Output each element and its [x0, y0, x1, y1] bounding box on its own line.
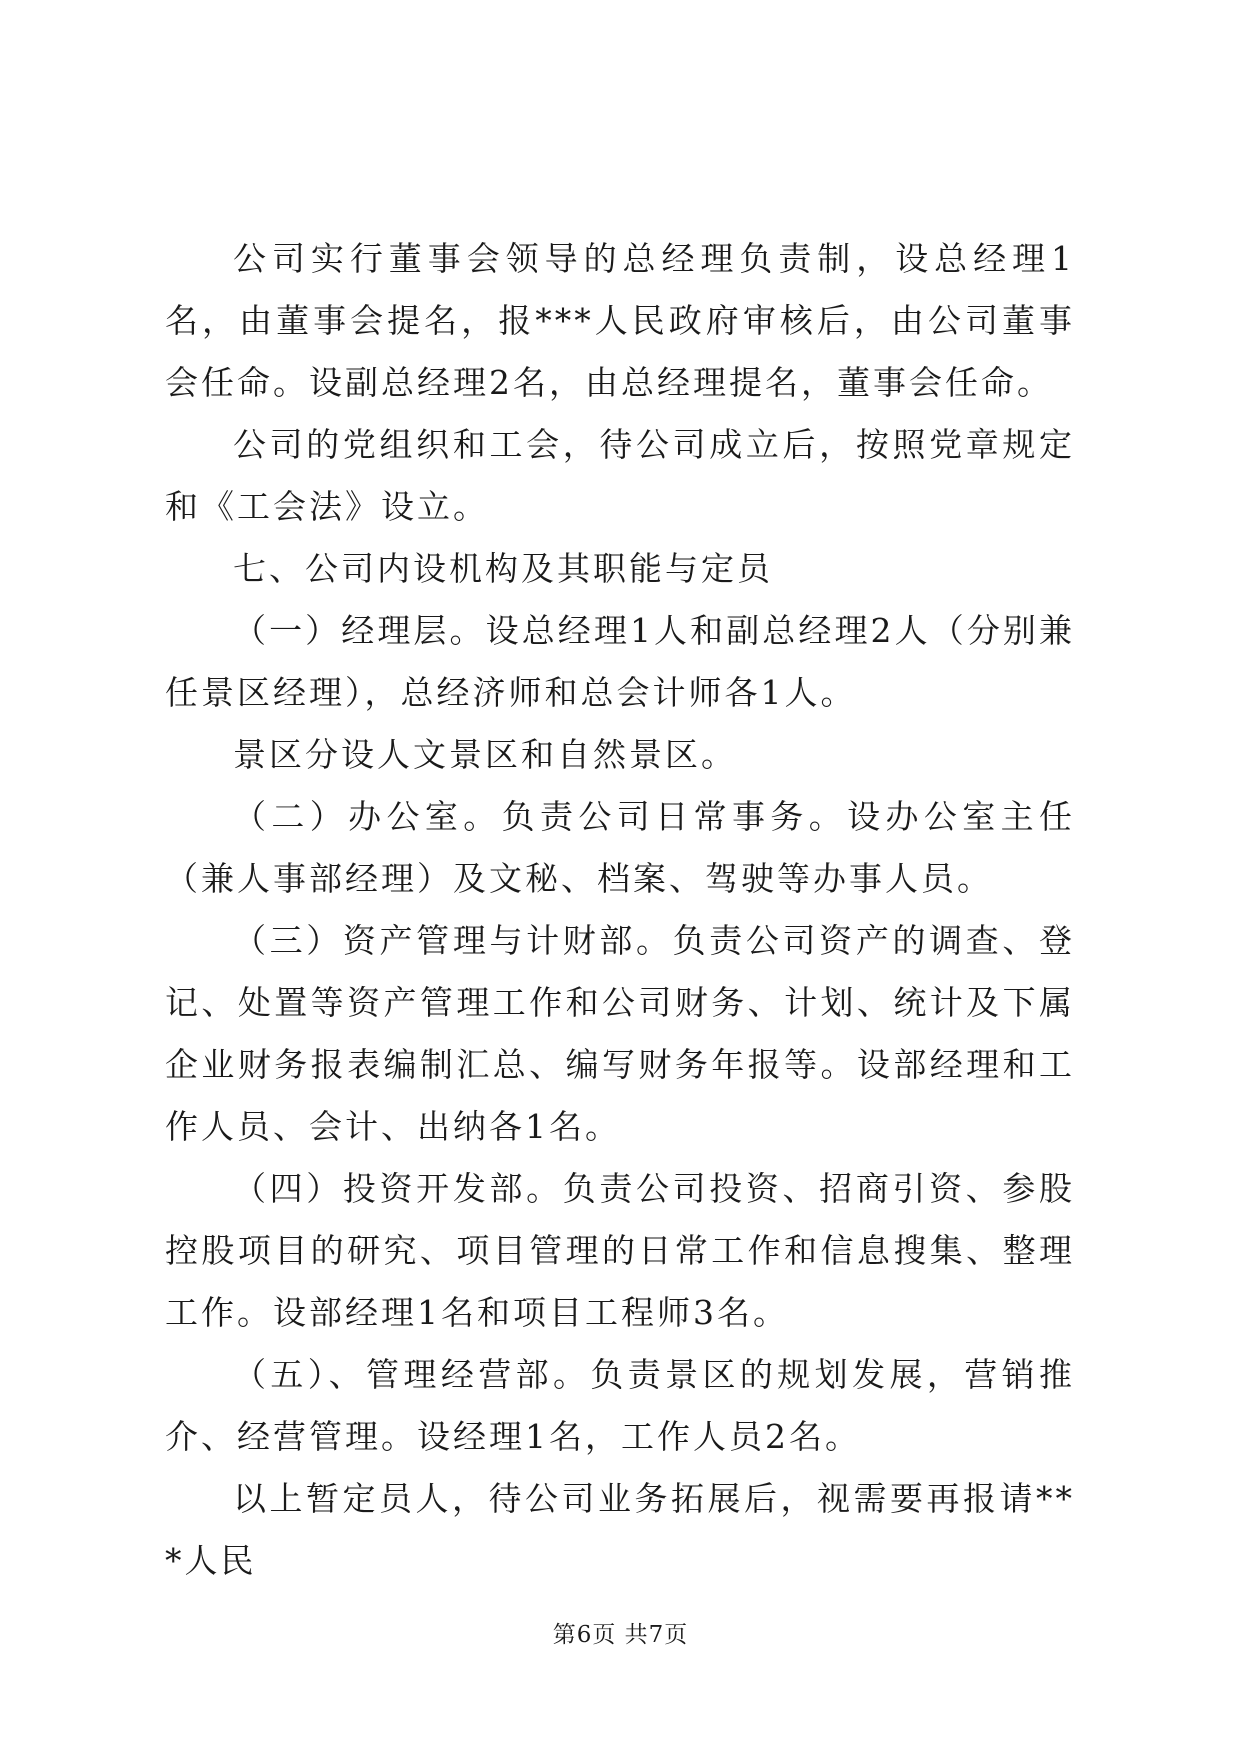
paragraph-scenic-areas: 景区分设人文景区和自然景区。 [233, 735, 737, 774]
paragraph-party-union: 公司的党组织和工会，待公司成立后，按照党章规定和《工会法》设立。 [165, 425, 1075, 526]
paragraph-investment-dept: （四）投资开发部。负责公司投资、招商引资、参股控股项目的研究、项目管理的日常工作和信息搜集、整理工作。设部经理1名和项目工程师3名。 [165, 1169, 1075, 1332]
paragraph-management-system: 公司实行董事会领导的总经理负责制，设总经理1名，由董事会提名，报***人民政府审核后，由公司董事会任命。设副总经理2名，由总经理提名，董事会任命。 [165, 239, 1075, 402]
page-number-footer: 第6页 共7页 [552, 1622, 689, 1648]
paragraph-asset-finance-dept: （三）资产管理与计财部。负责公司资产的调查、登记、处置等资产管理工作和公司财务、计划、统计及下属企业财务报表编制汇总、编写财务年报等。设部经理和工作人员、会计、出纳各1名。 [165, 921, 1075, 1146]
paragraph-staffing-note: 以上暂定员人，待公司业务拓展后，视需要再报请***人民 [165, 1479, 1075, 1580]
document-body [165, 228, 1075, 1592]
section-heading-internal-structure: 七、公司内设机构及其职能与定员 [233, 549, 773, 588]
paragraph-operations-dept: （五）、管理经营部。负责景区的规划发展，营销推介、经营管理。设经理1名，工作人员2名。 [165, 1355, 1075, 1456]
paragraph-office: （二）办公室。负责公司日常事务。设办公室主任（兼人事部经理）及文秘、档案、驾驶等办事人员。 [165, 797, 1075, 898]
paragraph-management-layer: （一）经理层。设总经理1人和副总经理2人（分别兼任景区经理），总经济师和总会计师各1人。 [165, 611, 1075, 712]
